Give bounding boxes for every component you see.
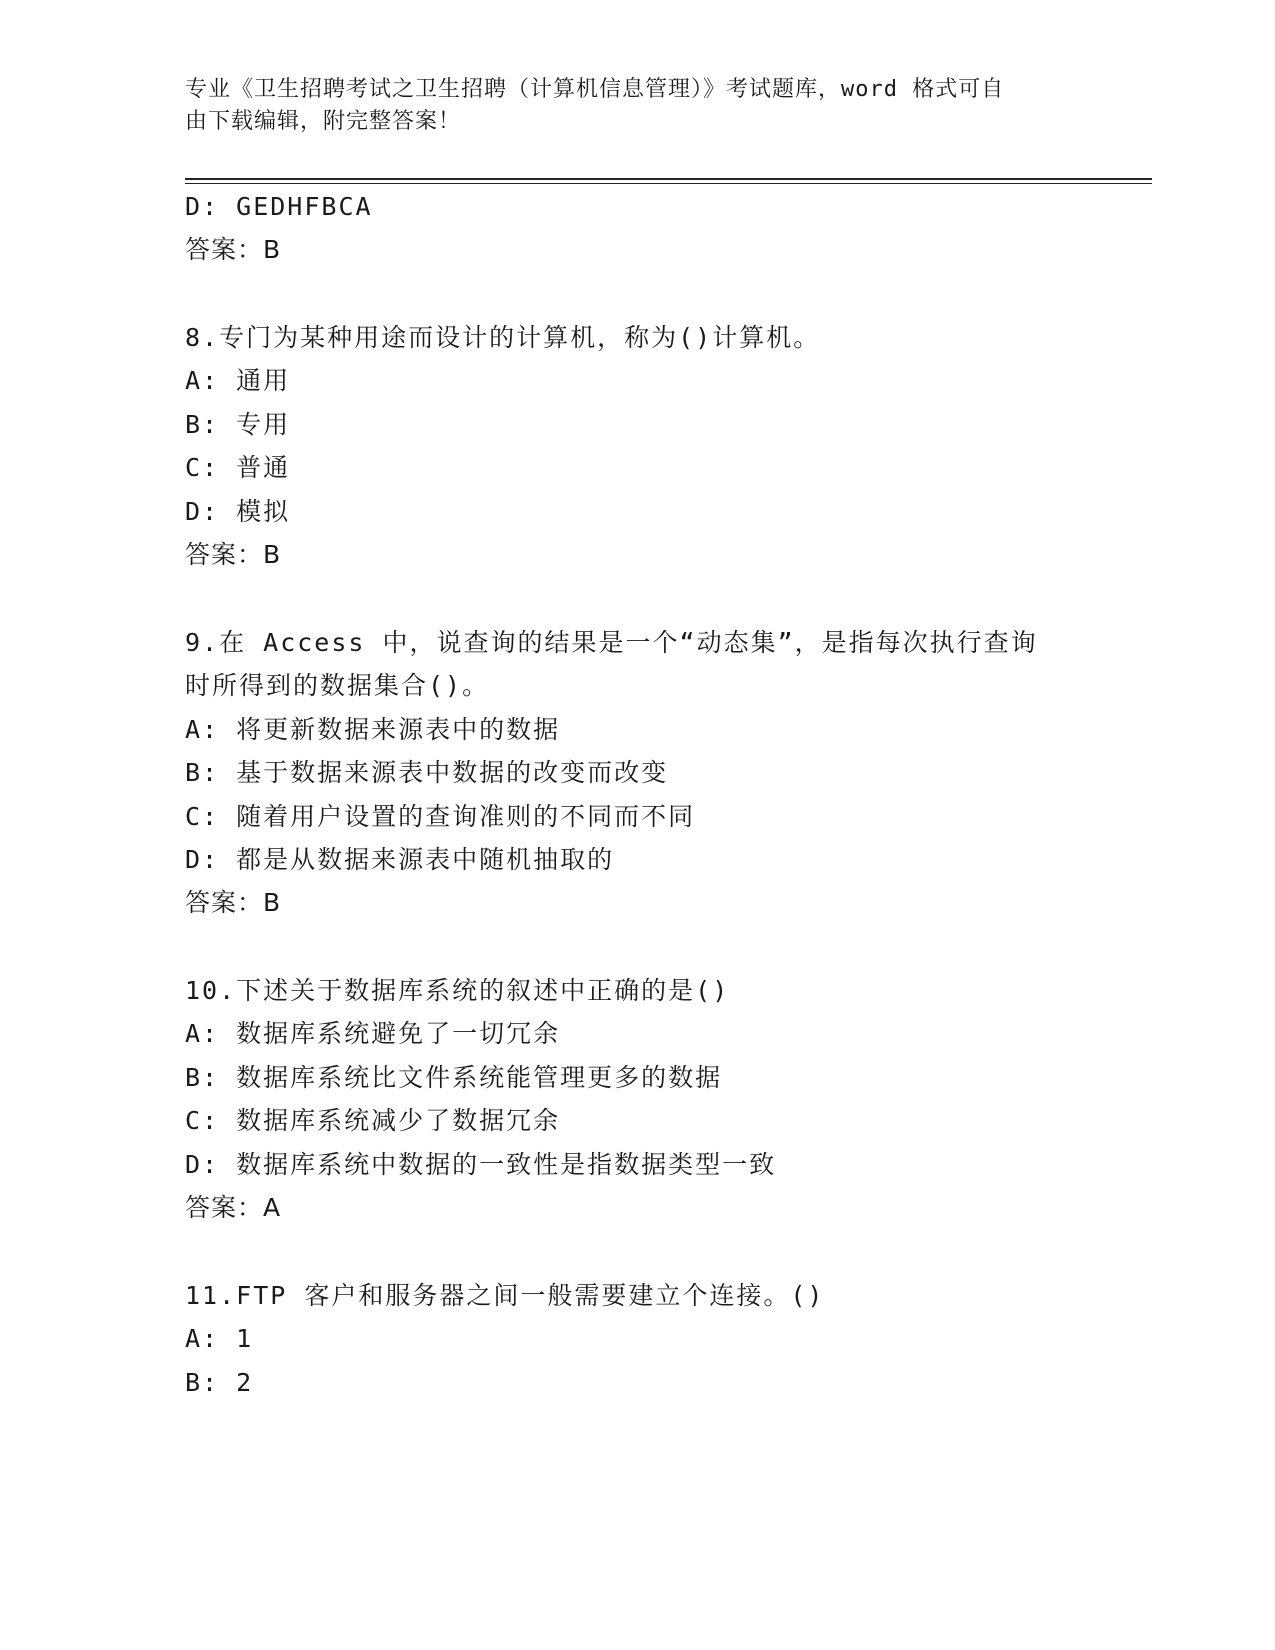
q7-option-d: D: GEDHFBCA [185, 192, 373, 221]
q8-option-c: C: 普通 [185, 453, 291, 482]
q9-option-d: D: 都是从数据来源表中随机抽取的 [185, 845, 615, 874]
q8-option-d: D: 模拟 [185, 497, 291, 526]
q8-question: 8.专门为某种用途而设计的计算机，称为()计算机。 [185, 323, 821, 352]
q7-answer: 答案：B [185, 235, 282, 264]
q11-option-a: A: 1 [185, 1324, 254, 1353]
header-divider-thick [185, 178, 1152, 180]
q10-option-c: C: 数据库系统减少了数据冗余 [185, 1106, 561, 1135]
q10-option-b: B: 数据库系统比文件系统能管理更多的数据 [185, 1063, 723, 1092]
q8-option-b: B: 专用 [185, 410, 291, 439]
q9-option-c: C: 随着用户设置的查询准则的不同而不同 [185, 802, 696, 831]
header-line-2: 由下载编辑，附完整答案！ [185, 109, 462, 134]
header-line-1: 专业《卫生招聘考试之卫生招聘（计算机信息管理）》考试题库，word 格式可自 [185, 77, 1005, 102]
q11-option-b: B: 2 [185, 1368, 254, 1397]
q8-answer: 答案：B [185, 540, 282, 569]
q9-option-b: B: 基于数据来源表中数据的改变而改变 [185, 758, 669, 787]
q9-option-a: A: 将更新数据来源表中的数据 [185, 715, 561, 744]
q9-answer: 答案：B [185, 888, 282, 917]
q10-question: 10.下述关于数据库系统的叙述中正确的是() [185, 976, 730, 1005]
q10-answer: 答案：A [185, 1193, 282, 1222]
q9-question-line-2: 时所得到的数据集合()。 [185, 671, 490, 700]
q8-option-a: A: 通用 [185, 366, 291, 395]
q11-question: 11.FTP 客户和服务器之间一般需要建立个连接。() [185, 1281, 825, 1310]
q10-option-d: D: 数据库系统中数据的一致性是指数据类型一致 [185, 1150, 777, 1179]
q9-question-line-1: 9.在 Access 中，说查询的结果是一个“动态集”，是指每次执行查询 [185, 628, 1038, 657]
document-header [185, 74, 1065, 138]
q10-option-a: A: 数据库系统避免了一切冗余 [185, 1019, 561, 1048]
header-divider-thin [185, 183, 1152, 184]
